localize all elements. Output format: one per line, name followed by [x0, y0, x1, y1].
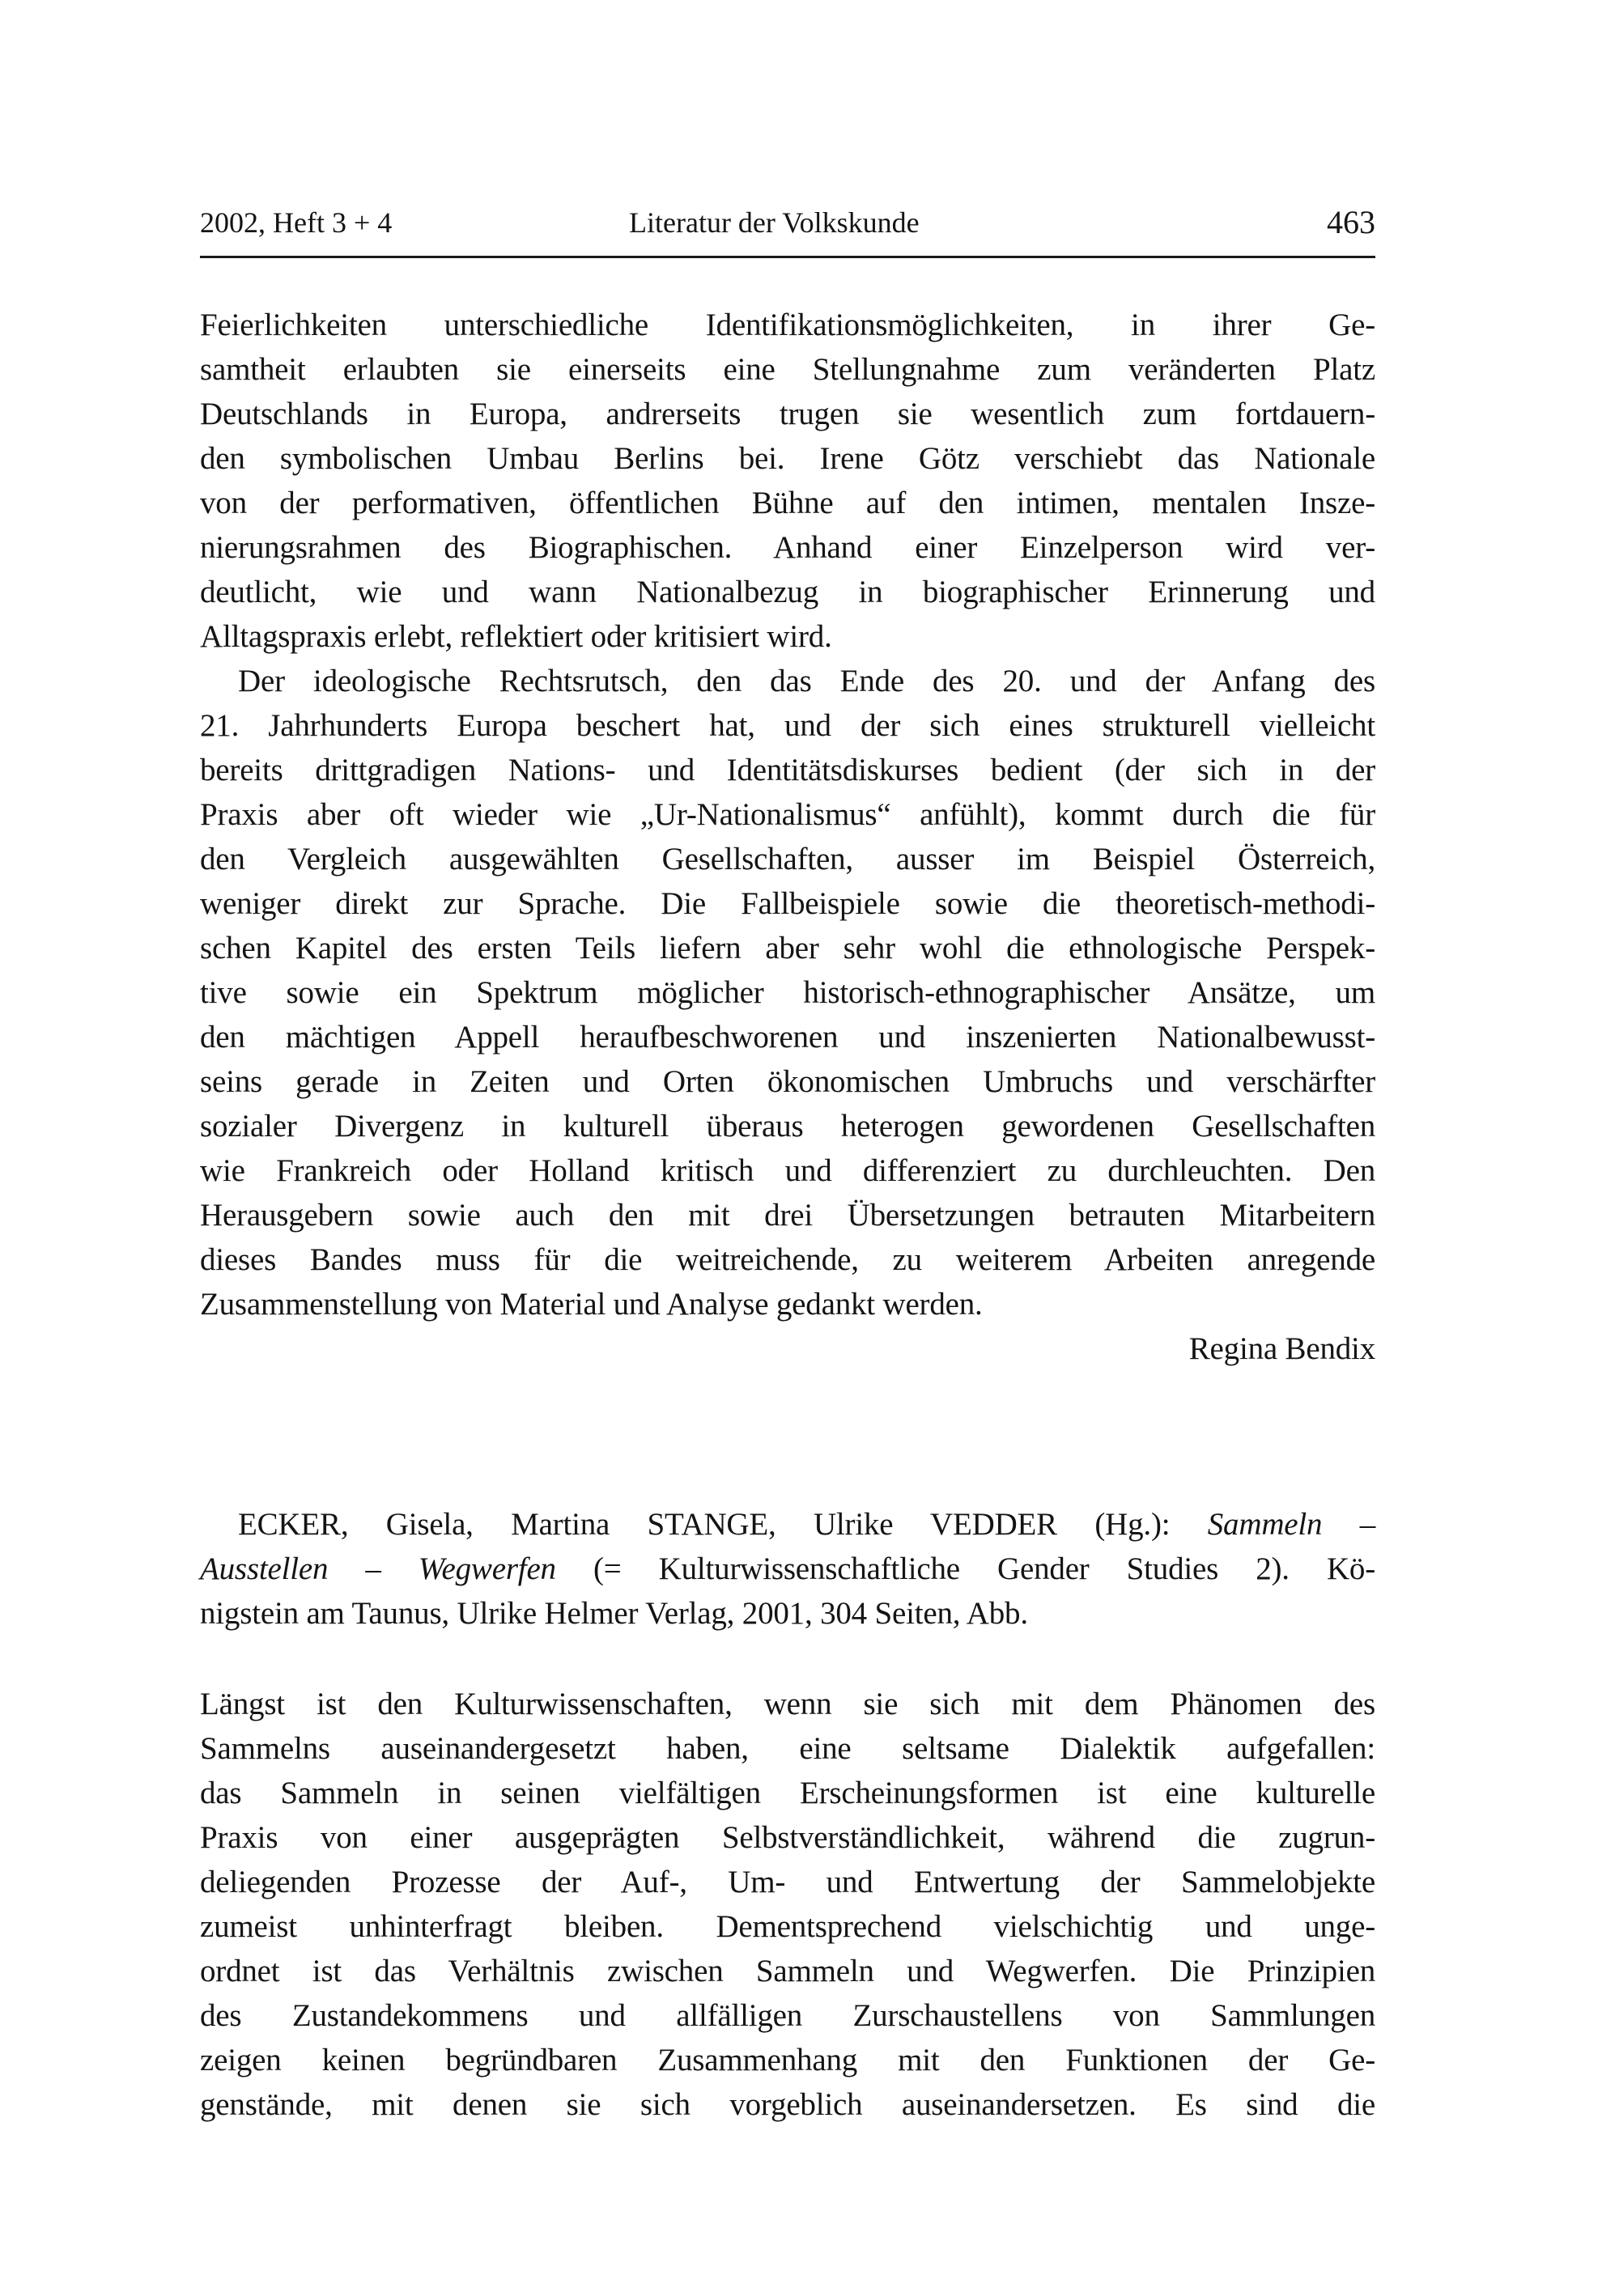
text-line: Zusammenstellung von Material und Analyse gedankt werden. — [200, 1287, 983, 1322]
text-line: des Zustandekommens und allfälligen Zurschaustellens von Sammlungen — [200, 1998, 1375, 2033]
text-line: Praxis aber oft wieder wie „Ur-Nationalismus“ anfühlt), kommt durch die für — [200, 797, 1375, 832]
book-title-part-1: Sammeln – — [1207, 1507, 1375, 1542]
citation-authors: ECKER, Gisela, Martina STANGE, Ulrike VEDDER (Hg.): — [238, 1507, 1208, 1542]
text-line: nierungsrahmen des Biographischen. Anhand einer Einzelperson wird ver- — [200, 530, 1375, 565]
text-line: wie Frankreich oder Holland kritisch und differenziert zu durchleuchten. Den — [200, 1153, 1375, 1188]
text-line: Praxis von einer ausgeprägten Selbstverständlichkeit, während die zugrun- — [200, 1820, 1375, 1855]
text-line: das Sammeln in seinen vielfältigen Erscheinungsformen ist eine kulturelle — [200, 1776, 1375, 1810]
text-line: sozialer Divergenz in kulturell überaus heterogen gewordenen Gesellschaften — [200, 1109, 1375, 1144]
text-line: genstände, mit denen sie sich vorgeblich auseinandersetzen. Es sind die — [200, 2087, 1375, 2122]
text-line: tive sowie ein Spektrum möglicher historisch-ethnographischer Ansätze, um — [200, 975, 1375, 1010]
text-line: Deutschlands in Europa, andrerseits trugen sie wesentlich zum fortdauern- — [200, 397, 1375, 431]
page-number: 463 — [1327, 204, 1375, 240]
text-line: zeigen keinen begründbaren Zusammenhang mit den Funktionen der Ge- — [200, 2043, 1375, 2077]
text-line: von der performativen, öffentlichen Bühne auf den intimen, mentalen Insze- — [200, 486, 1375, 520]
text-line: weniger direkt zur Sprache. Die Fallbeispiele sowie die theoretisch-methodi- — [200, 886, 1375, 921]
text-line: den Vergleich ausgewählten Gesellschaften, ausser im Beispiel Österreich, — [200, 842, 1375, 876]
text-line: seins gerade in Zeiten und Orten ökonomischen Umbruchs und verschärfter — [200, 1064, 1375, 1099]
citation-series: (= Kulturwissenschaftliche Gender Studies 2). Kö- — [555, 1551, 1375, 1586]
text-line: Herausgebern sowie auch den mit drei Übersetzungen betrauten Mitarbeitern — [200, 1198, 1375, 1233]
text-line: deliegenden Prozesse der Auf-, Um- und Entwertung der Sammelobjekte — [200, 1865, 1375, 1899]
text-line: schen Kapitel des ersten Teils liefern aber sehr wohl die ethnologische Perspek- — [200, 931, 1375, 966]
journal-section-title: Literatur der Volkskunde — [629, 206, 920, 239]
text-line: Feierlichkeiten unterschiedliche Identifikationsmöglichkeiten, in ihrer Ge- — [200, 308, 1375, 342]
citation-line-1 — [200, 1502, 1375, 1547]
reviewer-signature: Regina Bendix — [1188, 1331, 1375, 1366]
text-line: bereits drittgradigen Nations- und Identitätsdiskurses bedient (der sich in der — [200, 753, 1375, 787]
text-line: zumeist unhinterfragt bleiben. Dementsprechend vielschichtig und unge- — [200, 1909, 1375, 1944]
citation-line-3: nigstein am Taunus, Ulrike Helmer Verlag, 2001, 304 Seiten, Abb. — [200, 1596, 1028, 1631]
text-line: ordnet ist das Verhältnis zwischen Sammeln und Wegwerfen. Die Prinzipien — [200, 1954, 1375, 1988]
review-2-body — [200, 1682, 1375, 2127]
text-line: den symbolischen Umbau Berlins bei. Irene Götz verschiebt das Nationale — [200, 441, 1375, 476]
header-rule — [200, 256, 1375, 258]
text-line: dieses Bandes muss für die weitreichende, zu weiterem Arbeiten anregende — [200, 1242, 1375, 1277]
text-line: Sammelns auseinandergesetzt haben, eine seltsame Dialektik aufgefallen: — [200, 1731, 1375, 1766]
book-title-part-2: Ausstellen – Wegwerfen — [200, 1551, 556, 1586]
text-line: den mächtigen Appell heraufbeschworenen und inszenierten Nationalbewusst- — [200, 1020, 1375, 1055]
review-2-citation — [200, 1502, 1375, 1636]
review-1-paragraph-1 — [200, 303, 1375, 659]
running-head — [200, 202, 1375, 243]
text-line: Der ideologische Rechtsrutsch, den das Ende des 20. und der Anfang des — [238, 664, 1375, 698]
text-line: deutlicht, wie und wann Nationalbezug in biographischer Erinnerung und — [200, 575, 1375, 609]
text-line: Alltagspraxis erlebt, reflektiert oder kritisiert wird. — [200, 619, 832, 654]
issue-label: 2002, Heft 3 + 4 — [200, 206, 393, 239]
citation-line-2 — [200, 1547, 1375, 1591]
text-line: 21. Jahrhunderts Europa beschert hat, und der sich eines strukturell vielleicht — [200, 708, 1375, 743]
text-line: Längst ist den Kulturwissenschaften, wenn sie sich mit dem Phänomen des — [200, 1687, 1375, 1721]
text-line: samtheit erlaubten sie einerseits eine Stellungnahme zum veränderten Platz — [200, 352, 1375, 387]
review-1-paragraph-2 — [200, 659, 1375, 1371]
